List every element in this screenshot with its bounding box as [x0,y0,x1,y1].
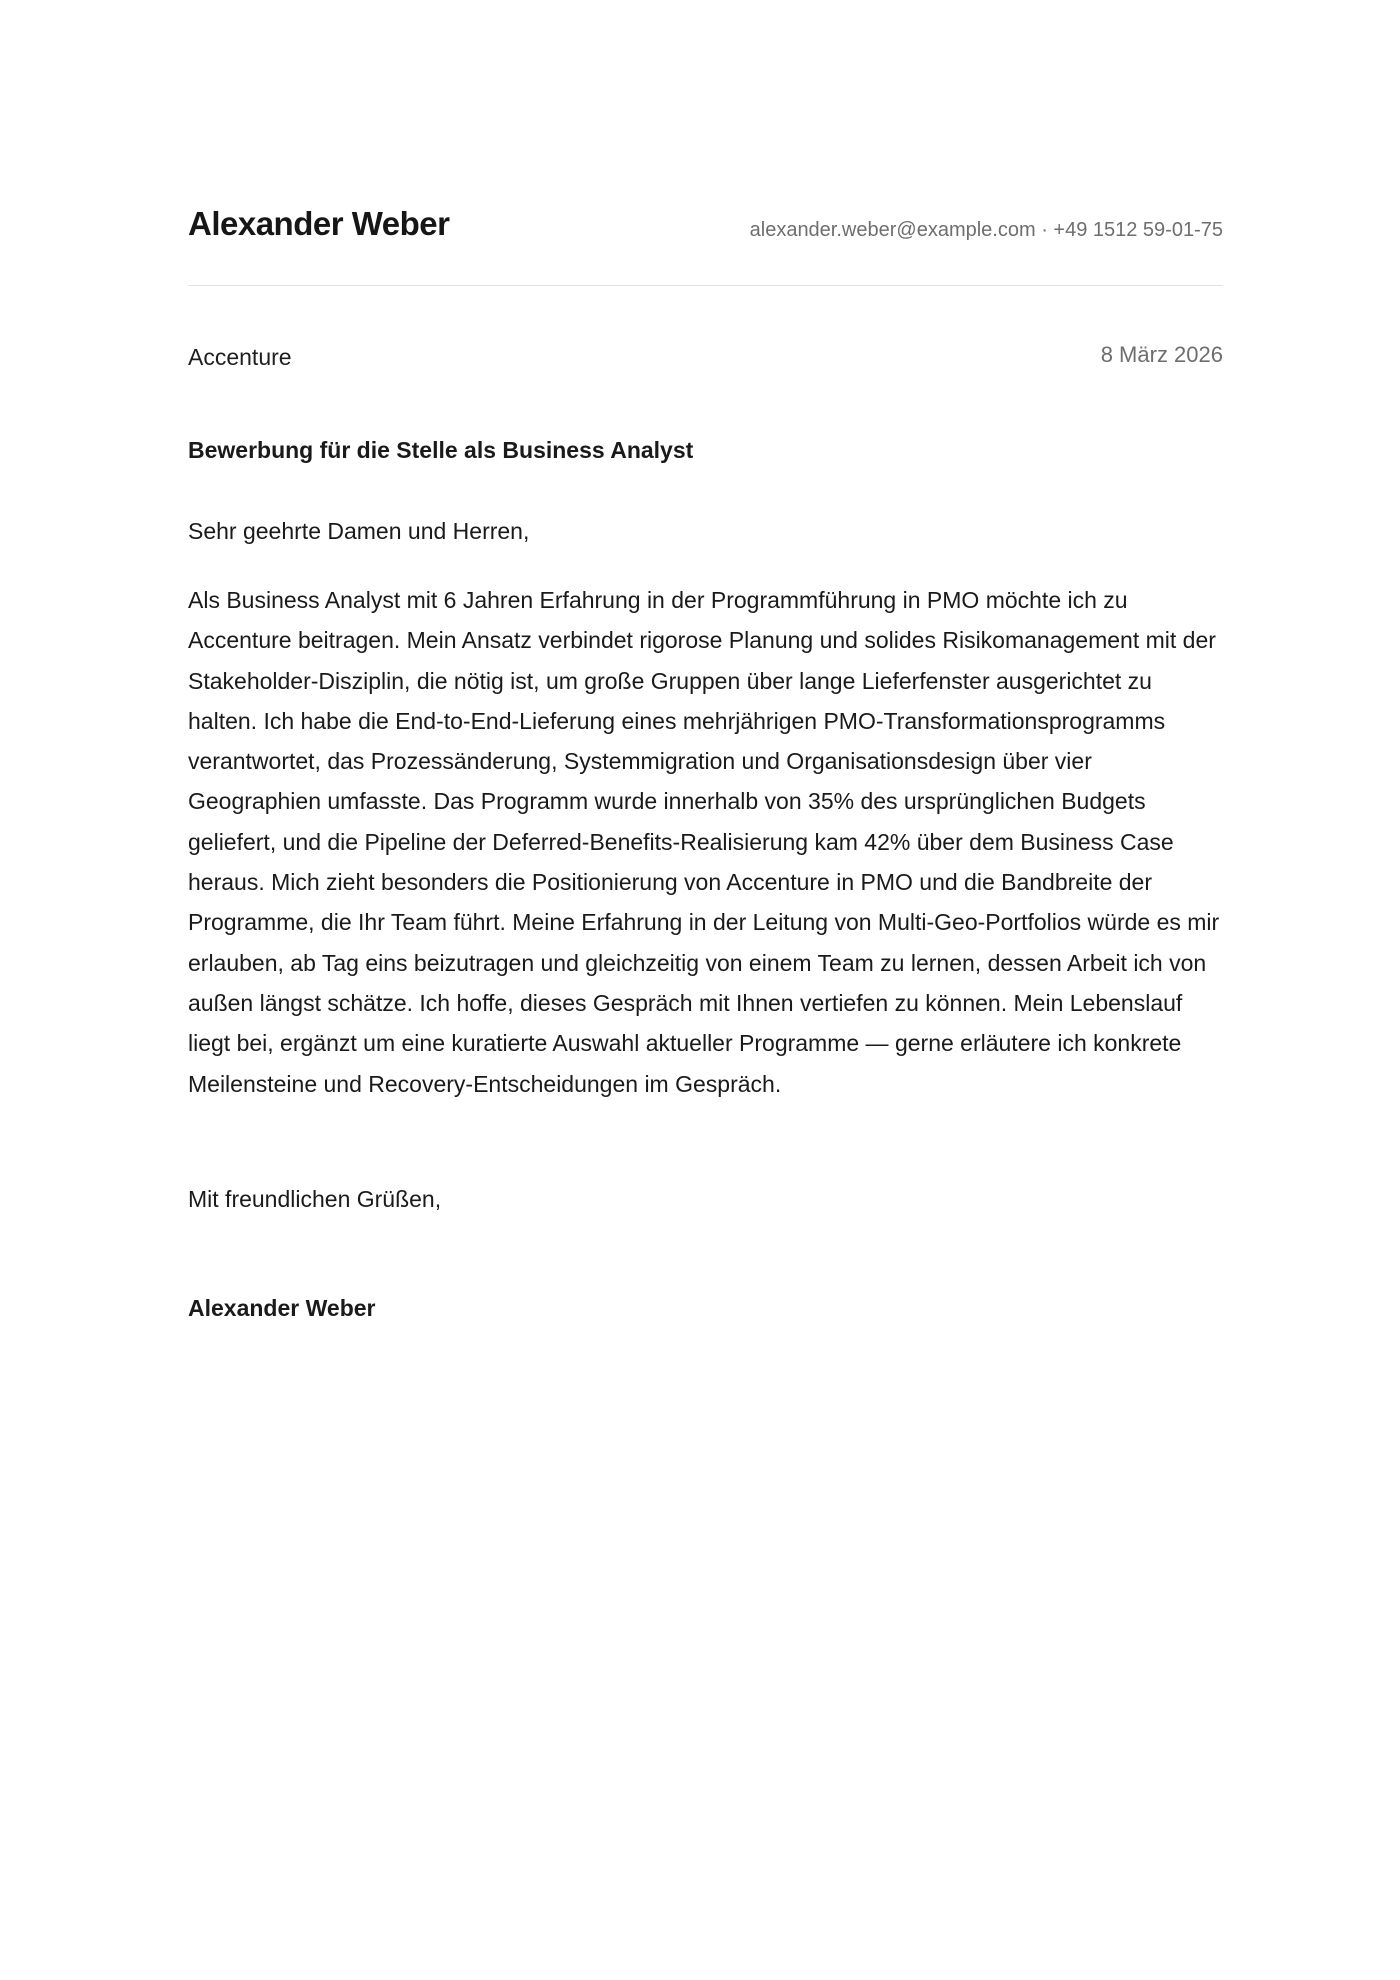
letter-signature: Alexander Weber [188,1295,376,1321]
recipient-company: Accenture [188,344,292,370]
sender-name: Alexander Weber [188,205,450,242]
letter-closing: Mit freundlichen Grüßen, [188,1186,442,1212]
letter-body: Als Business Analyst mit 6 Jahren Erfahrung in der Programmführung in PMO möchte ich zu Accenture beitragen. Mein Ansatz verbindet rigorose Planung und solides Risikomanagement mit der Stakeholder-Disziplin, die nötig ist, um große Gruppen über lange Lieferfenster ausgerichtet zu halten. Ich habe die End-to-End-Lieferung eines mehrjährigen PMO-Transformationsprogramms verantwortet, das Prozessänderung, Systemmigration und Organisationsdesign über vier Geographien umfasste. Das Programm wurde innerhalb von 35% des ursprünglichen Budgets geliefert, und die Pipeline der Deferred-Benefits-Realisierung kam 42% über dem Business Case heraus. Mich zieht besonders die Positionierung von Accenture in PMO und die Bandbreite der Programme, die Ihr Team führt. Meine Erfahrung in der Leitung von Multi-Geo-Portfolios würde es mir erlauben, ab Tag eins beizutragen und gleichzeitig von einem Team zu lernen, dessen Arbeit ich von außen längst schätze. Ich hoffe, dieses Gespräch mit Ihnen vertiefen zu können. Mein Lebenslauf liegt bei, ergänzt um eine kuratierte Auswahl aktueller Programme — gerne erläutere ich konkrete Meilensteine und Recovery-Entscheidungen im Gespräch. [188,587,1220,1097]
letter-header [188,205,1223,286]
letter-salutation: Sehr geehrte Damen und Herren, [188,518,530,544]
sender-contact: alexander.weber@example.com · +49 1512 59-01-75 [749,219,1223,241]
letter-subject: Bewerbung für die Stelle als Business Analyst [188,437,694,463]
letter-date: 8 März 2026 [1100,342,1223,367]
